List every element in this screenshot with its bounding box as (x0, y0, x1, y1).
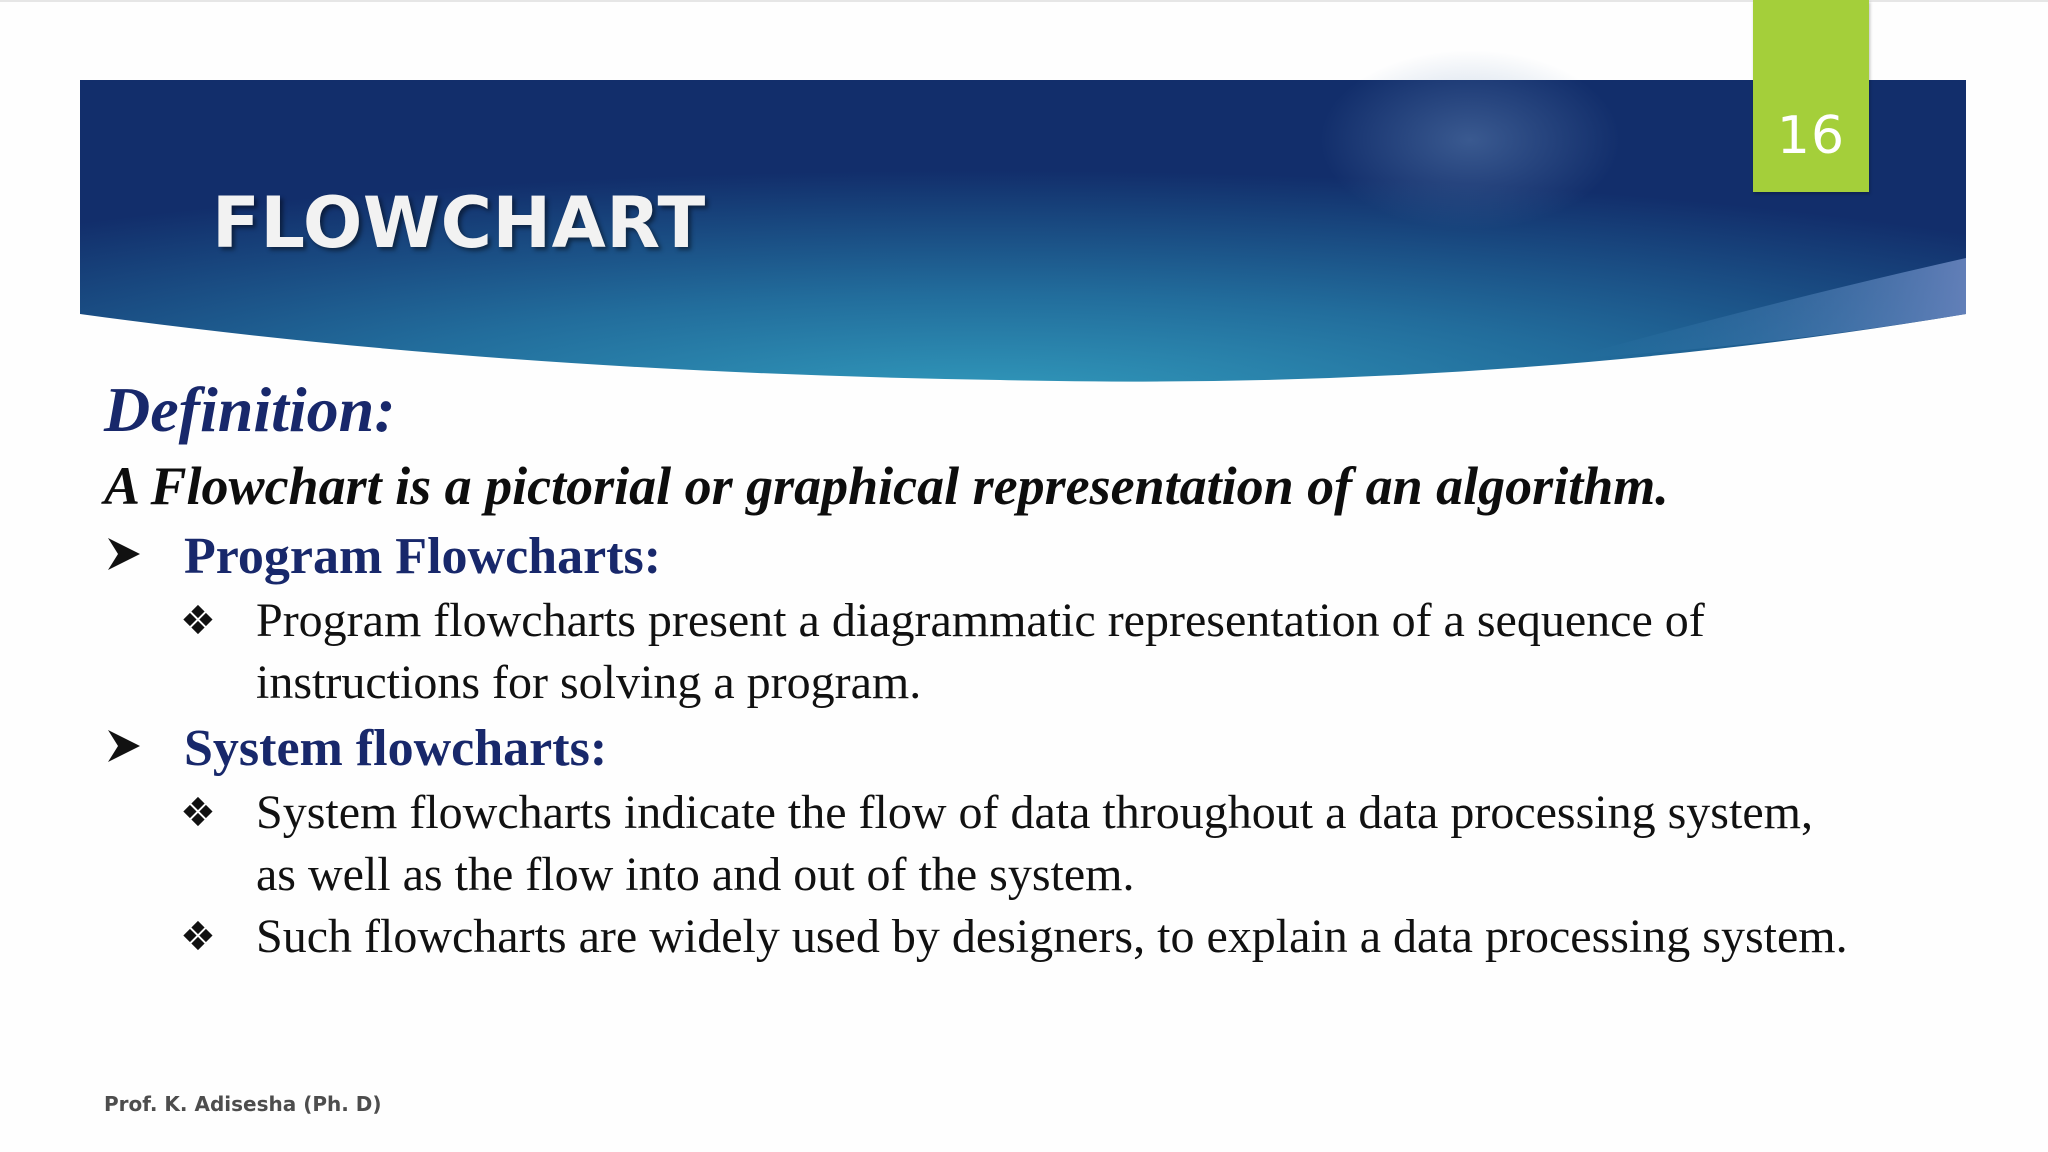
list-item (180, 590, 1904, 714)
section-system-flowcharts (104, 714, 1904, 968)
arrowhead-bullet-icon (104, 534, 184, 579)
arrowhead-bullet-icon (104, 726, 184, 771)
page-number-badge (1753, 0, 1869, 192)
diamond-bullet-icon: ❖ (180, 914, 216, 960)
definition-text: A Flowchart is a pictorial or graphical representation of an algorithm. (104, 456, 1669, 516)
section-heading: Program Flowcharts: (184, 527, 662, 585)
footer-author: Prof. K. Adisesha (Ph. D) (104, 1092, 382, 1116)
bullet-text: System flowcharts indicate the flow of data throughout a data processing system, as well as the flow into and out of the system. (256, 786, 1813, 901)
definition-label: Definition: (104, 374, 396, 445)
bullet-text: Program flowcharts present a diagrammatic representation of a sequence of instructions for solving a program. (256, 594, 1705, 709)
slide-body (104, 370, 1904, 968)
diamond-bullet-icon: ❖ (180, 790, 216, 836)
bullet-text: Such flowcharts are widely used by designers, to explain a data processing system. (256, 910, 1848, 963)
diamond-bullet-icon: ❖ (180, 598, 216, 644)
section-program-flowcharts (104, 522, 1904, 714)
section-heading: System flowcharts: (184, 719, 608, 777)
list-item (180, 782, 1904, 906)
slide-title: FLOWCHART (212, 182, 706, 264)
list-item (180, 906, 1904, 968)
page-number: 16 (1776, 106, 1846, 166)
